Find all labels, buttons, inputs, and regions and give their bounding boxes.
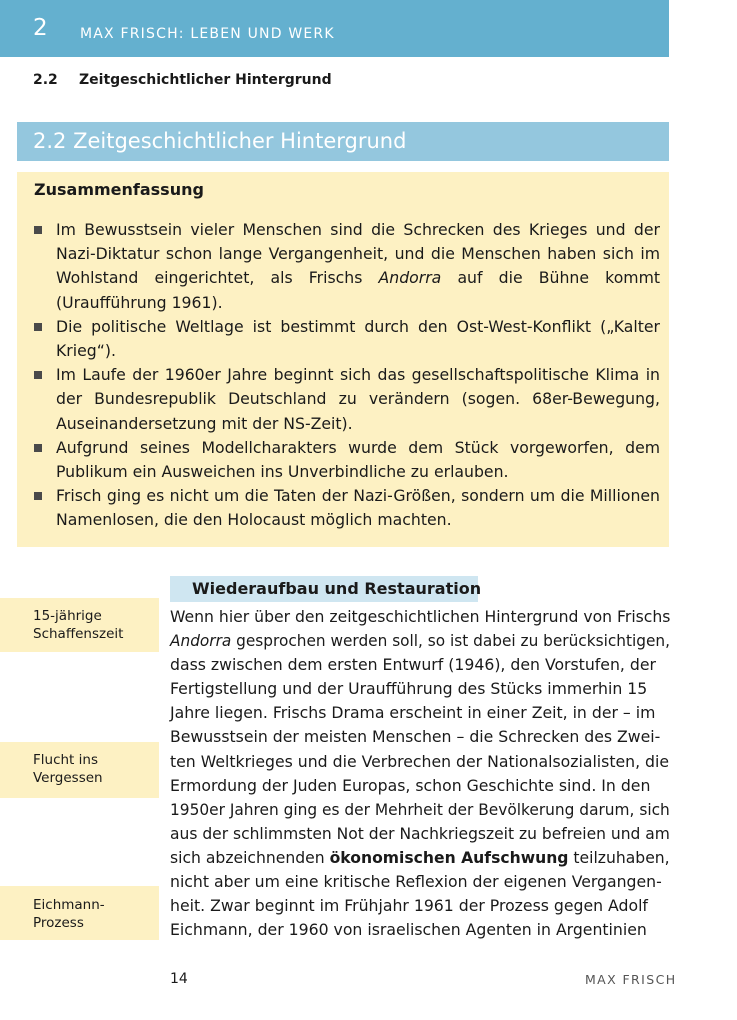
margin-note-line: Eichmann- xyxy=(33,897,105,913)
running-head-title: Zeitgeschichtlicher Hintergrund xyxy=(79,72,332,88)
margin-note xyxy=(33,896,105,932)
body-line: Eichmann, der 1960 von israelischen Agenten in Argentinien xyxy=(170,920,647,940)
summary-item-italic: Andorra xyxy=(378,268,442,288)
body-line: nicht aber um eine kritische Reflexion der eigenen Vergangen- xyxy=(170,872,662,892)
summary-item-text: Im Laufe der 1960er Jahre beginnt sich das gesellschaftspolitische Klima in der Bundesrepublik Deutschland zu verändern (sogen. 68er-Bewegung, Auseinandersetzung mit der NS-Zeit). xyxy=(56,365,660,433)
margin-note-line: Flucht ins xyxy=(33,752,98,768)
body-paragraph xyxy=(170,605,670,942)
margin-note-line: Prozess xyxy=(33,915,84,931)
bold-keyword: ökonomischen Aufschwung xyxy=(329,847,569,867)
summary-item-text: Im Bewusstsein vieler Menschen sind die Schrecken des Krieges und der Nazi-Diktatur schon lange Vergangenheit, und die Menschen haben sich im Wohlstand eingerichtet, als Frischs xyxy=(56,220,660,288)
chapter-number: 2 xyxy=(33,15,48,41)
summary-item-text: Die politische Weltlage ist bestimmt durch den Ost-West-Konflikt („Kalter Krieg“). xyxy=(56,316,660,361)
body-line: heit. Zwar beginnt im Frühjahr 1961 der Prozess gegen Adolf xyxy=(170,896,648,916)
summary-heading: Zusammenfassung xyxy=(34,180,204,199)
summary-item xyxy=(30,363,660,436)
summary-item xyxy=(30,218,660,315)
margin-note-line: 15-jährige xyxy=(33,608,102,624)
italic-title: Andorra xyxy=(170,631,232,651)
body-line: 1950er Jahren ging es der Mehrheit der Bevölkerung darum, sich xyxy=(170,799,670,819)
body-line: Wenn hier über den zeitgeschichtlichen Hintergrund von Frischs xyxy=(170,607,671,626)
body-line: sich abzeichnenden ökonomischen Aufschwung teilzuhaben, xyxy=(170,846,667,870)
chapter-title: MAX FRISCH: LEBEN UND WERK xyxy=(80,26,335,42)
body-line: Andorra gesprochen werden soll, so ist dabei zu berücksichtigen, xyxy=(170,629,658,653)
margin-note xyxy=(33,751,103,787)
body-line: dass zwischen dem ersten Entwurf (1946), den Vorstufen, der xyxy=(170,655,656,675)
margin-note xyxy=(33,607,123,643)
body-line: aus der schlimmsten Not der Nachkriegszeit zu befreien und am xyxy=(170,823,670,843)
footer-book-title: MAX FRISCH xyxy=(585,972,677,987)
summary-item xyxy=(30,484,660,532)
margin-note-line: Schaffenszeit xyxy=(33,626,124,642)
page-number: 14 xyxy=(170,971,188,987)
running-head-number: 2.2 xyxy=(33,72,58,88)
summary-item-text-end: auf die Bühne kommt (Uraufführung 1961). xyxy=(56,268,661,312)
body-line: Jahre liegen. Frischs Drama erscheint in einer Zeit, in der – im xyxy=(170,703,656,723)
body-line: Bewusstsein der meisten Menschen – die Schrecken des Zwei- xyxy=(170,727,661,747)
summary-list xyxy=(30,218,660,533)
summary-item xyxy=(30,315,660,363)
summary-item-text: Frisch ging es nicht um die Taten der Nazi-Größen, sondern um die Millionen Namenlosen, die den Holocaust möglich machten. xyxy=(56,486,660,530)
body-line: Ermordung der Juden Europas, schon Geschichte sind. In den xyxy=(170,775,651,795)
body-line: ten Weltkrieges und die Verbrechen der Nationalsozialisten, die xyxy=(170,751,670,771)
subsection-heading: Wiederaufbau und Restauration xyxy=(192,579,482,598)
body-line: Fertigstellung und der Uraufführung des Stücks immerhin 15 xyxy=(170,679,648,699)
section-heading: 2.2 Zeitgeschichtlicher Hintergrund xyxy=(33,129,407,153)
summary-item xyxy=(30,436,660,484)
margin-note-line: Vergessen xyxy=(33,770,103,786)
summary-item-text: Aufgrund seines Modellcharakters wurde dem Stück vorgeworfen, dem Publikum ein Ausweichen ins Unverbindliche zu erlauben. xyxy=(56,437,660,482)
